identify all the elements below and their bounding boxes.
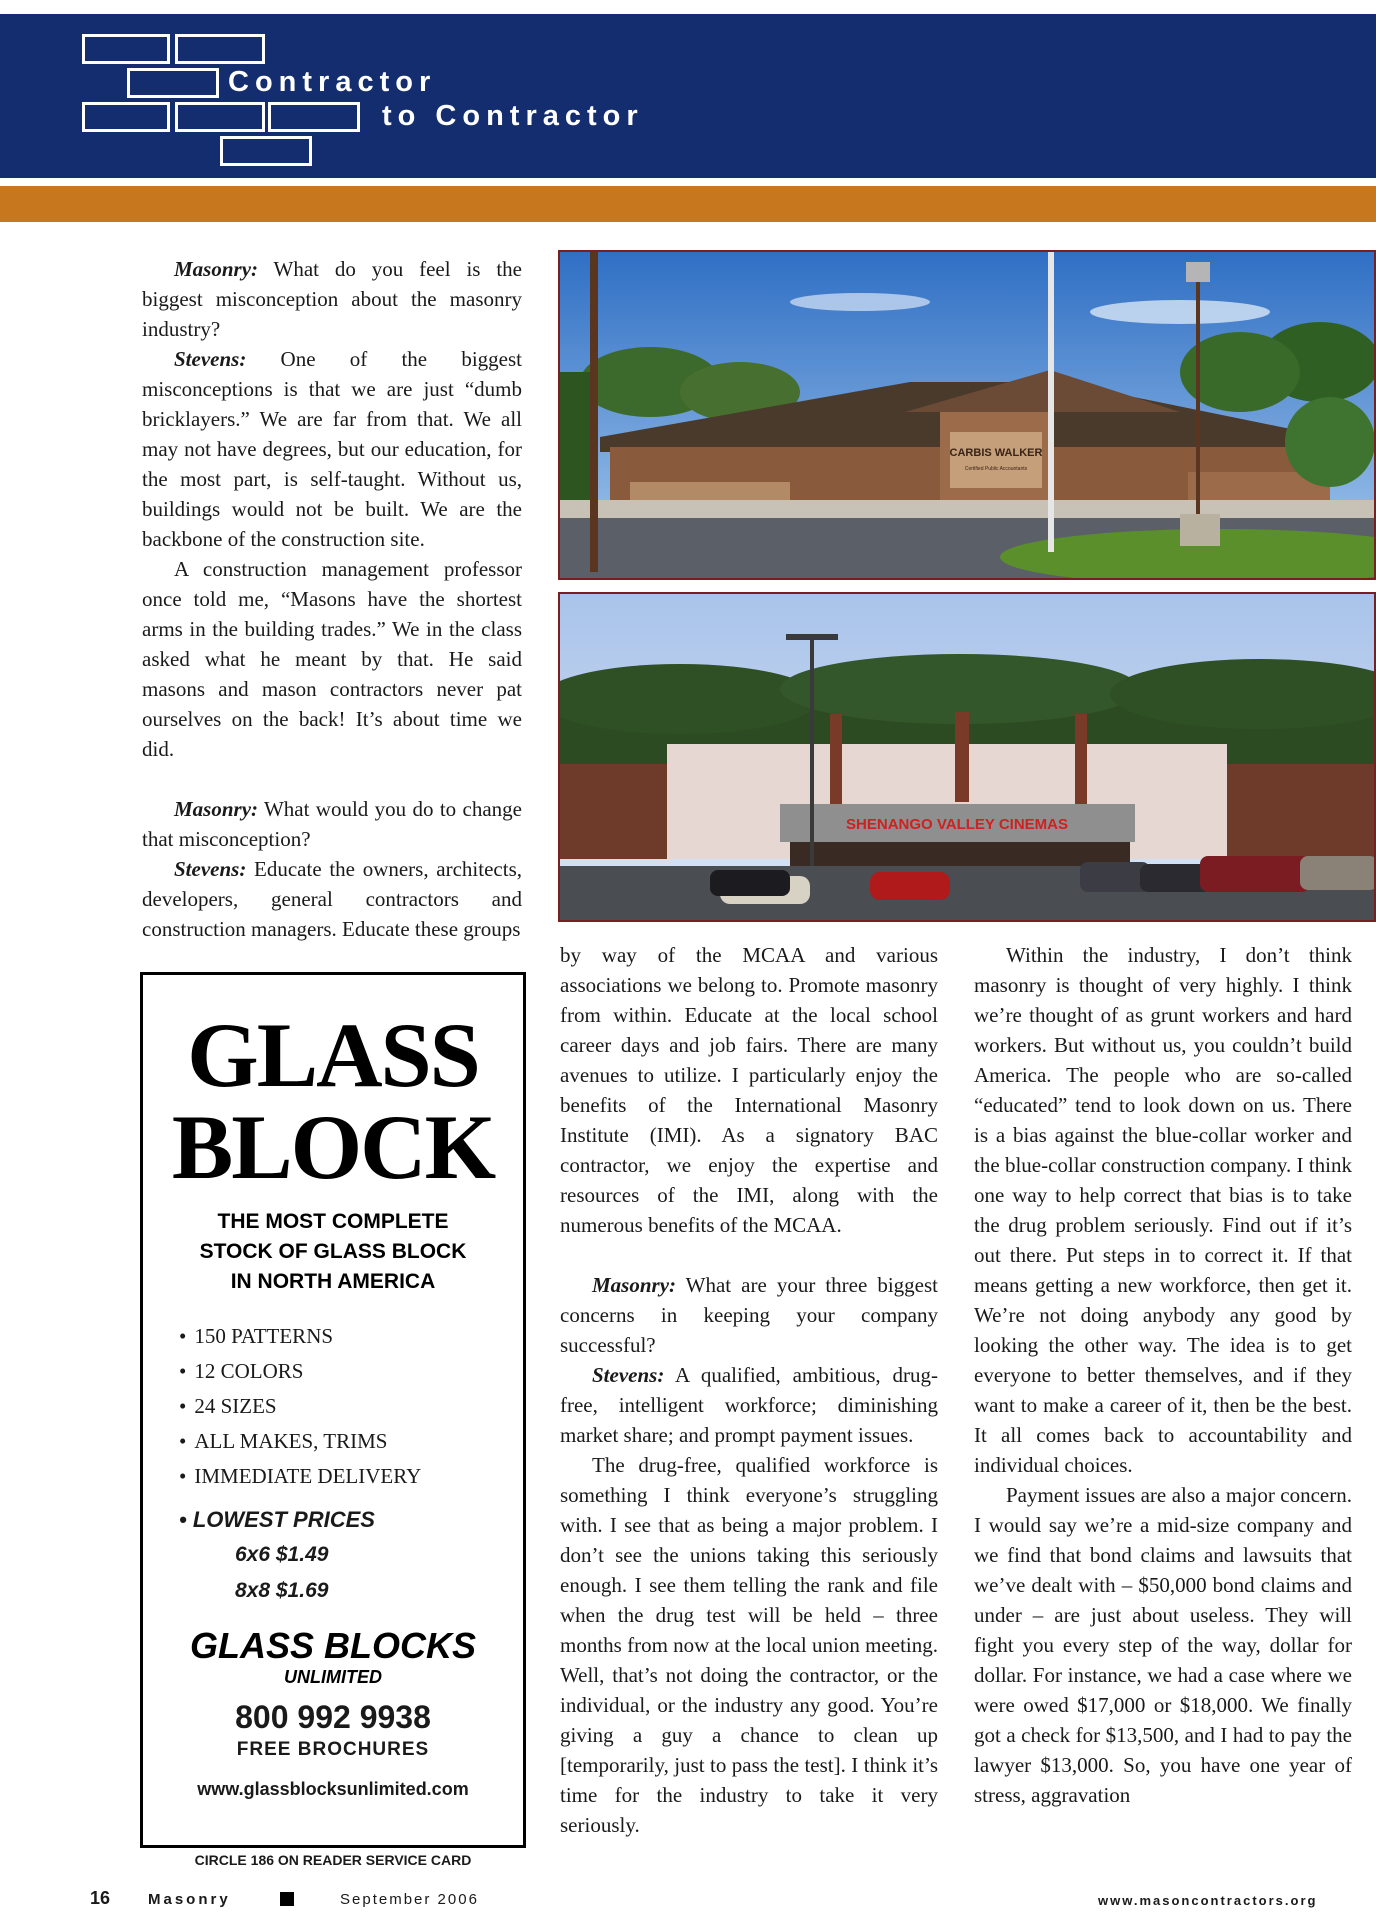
ad-phone-number: 800 992 9938 [235, 1699, 431, 1735]
ad-feature-list [179, 1319, 421, 1494]
ad-lowest-prices: • LOWEST PRICES [179, 1507, 375, 1532]
body-paragraph: The drug-free, qualified workforce is something I think everyone’s struggling with. I see that as being a major problem. I don’t see the unions taking this seriously enough. I see them telling the rank and file when the drug test will be held – three months from now at the local union meeting. Well, that’s not doing the contractor, or the individual, or the industry any good. You’re giving a guy a chance to clean up [temporarily, just to pass the test]. I think it’s time for the industry to take it very seriously. [560, 1453, 938, 1837]
header-divider [0, 178, 1376, 186]
magazine-name: Masonry [148, 1891, 231, 1908]
ad-subtitle-line: THE MOST COMPLETE [217, 1210, 449, 1233]
ad-subtitle-line: STOCK OF GLASS BLOCK [199, 1240, 467, 1263]
body-paragraph: Payment issues are also a major concern. I would say we’re a mid-size company and we find that bond claims and lawsuits that we’ve dealt with – $50,000 bond claims and under – are just about useless. They will fight you every step of the way, dollar for dollar. For instance, we had a case where we were owed $17,000 or $18,000. We finally got a check for $13,500, and I had to pay the lawyer $13,000. So, you have one year of stress, aggravation [974, 1483, 1352, 1807]
ad-free-brochures: FREE BROCHURES [236, 1739, 430, 1760]
ad-price-6x6: 6x6 $1.49 [235, 1543, 329, 1566]
speaker-label: Stevens: [174, 347, 247, 371]
article-column-3 [974, 940, 1352, 1810]
paragraph-text: A qualified, ambitious, drug-free, intelligent workforce; diminishing market share; and prompt payment issues. [560, 1363, 938, 1447]
cinema-marquee-text: SHENANGO VALLEY CINEMAS [846, 816, 1068, 833]
ad-price-8x8: 8x8 $1.69 [235, 1579, 329, 1602]
paragraph-text: What do you feel is the biggest misconception about the masonry industry? [142, 257, 522, 341]
section-title-line2: to Contractor [382, 100, 644, 132]
speaker-label: Masonry: [174, 797, 259, 821]
list-item: • 150 PATTERNS [179, 1319, 421, 1354]
question-paragraph [142, 794, 522, 854]
ad-title-line1: GLASS [187, 1004, 479, 1106]
cinema-building-illustration [560, 594, 1376, 922]
body-paragraph: by way of the MCAA and various associations we belong to. Promote masonry from within. Educate at the local school career days and job fairs. There are many avenues to utilize. I particularly enjoy the benefits of the International Masonry Institute (IMI). As a signatory BAC contractor, we enjoy the expertise and resources of the IMI, along with the numerous benefits of the MCAA. [560, 943, 938, 1237]
list-item: • IMMEDIATE DELIVERY [179, 1459, 421, 1494]
article-column-2 [560, 940, 938, 1840]
list-item: • ALL MAKES, TRIMS [179, 1424, 421, 1459]
brick-logo-block [127, 68, 219, 98]
page-number: 16 [90, 1888, 111, 1908]
reader-service-card-note: CIRCLE 186 ON READER SERVICE CARD [194, 1852, 472, 1868]
speaker-label: Stevens: [174, 857, 247, 881]
paragraph-text: What are your three biggest concerns in keeping your company successful? [560, 1273, 938, 1357]
brick-logo-block [82, 102, 170, 132]
photo-cinema-building [558, 592, 1376, 922]
paragraph-text: One of the biggest misconceptions is that we are just “dumb bricklayers.” We are far from that. We all may not have degrees, but our education, for the most part, is self-taught. Without us, buildings would not be built. We are the backbone of the construction site. [142, 347, 522, 551]
speaker-label: Stevens: [592, 1363, 665, 1387]
speaker-label: Masonry: [592, 1273, 677, 1297]
footer-website[interactable]: www.masoncontractors.org [1098, 1893, 1318, 1908]
brick-logo-block [268, 102, 360, 132]
ad-website-link[interactable]: www.glassblocksunlimited.com [197, 1779, 469, 1799]
body-paragraph: Within the industry, I don’t think masonry is thought of very highly. I think we’re thought of as grunt workers and hard workers. But without us, you couldn’t build America. The people who are so-called “educated” tend to look down on us. There is a bias against the blue-collar worker and the blue-collar construction company. I think one way to help correct that bias is to take the drug problem seriously. Find out if it’s out there. Put steps in to correct it. If that means getting a new workforce, then get it. We’re not doing anybody any good by looking the other way. The idea is to get everyone to better themselves, and if they want to make a career of it, then be the best. It all comes back to accountability and individual choices. [974, 943, 1352, 1477]
ad-brand-name: GLASS BLOCKS [189, 1625, 476, 1666]
answer-paragraph [560, 1360, 938, 1450]
footer-square-icon [280, 1892, 294, 1906]
section-title-line1: Contractor [228, 66, 437, 98]
ad-brand-sub: UNLIMITED [284, 1667, 382, 1687]
speaker-label: Masonry: [174, 257, 259, 281]
paragraph-text: Educate the owners, architects, developers, general contractors and construction managers. Educate these groups [142, 857, 522, 941]
glass-block-advertisement [140, 972, 526, 1848]
brick-logo-block [220, 136, 312, 166]
list-item: • 24 SIZES [179, 1389, 421, 1424]
ad-title-line2: BLOCK [171, 1096, 495, 1198]
paragraph-text: What would you do to change that misconception? [142, 797, 522, 851]
brick-logo-block [175, 34, 265, 64]
brick-logo-block [175, 102, 265, 132]
article-column-1 [142, 254, 522, 944]
ad-subtitle-line: IN NORTH AMERICA [230, 1270, 436, 1293]
issue-date: September 2006 [340, 1891, 479, 1908]
top-sign-line2: Certified Public Accountants [964, 466, 1028, 472]
office-building-illustration [560, 252, 1376, 580]
list-item: • 12 COLORS [179, 1354, 421, 1389]
question-paragraph [560, 1270, 938, 1360]
answer-paragraph [142, 344, 522, 554]
body-paragraph: A construction management professor once told me, “Masons have the shortest arms in the building trades.” We in the class asked what he meant by that. He said masons and mason contractors never pat ourselves on the back! It’s about time we did. [142, 557, 522, 761]
answer-paragraph [142, 854, 522, 944]
brick-logo-block [82, 34, 170, 64]
photo-office-building [558, 250, 1376, 580]
question-paragraph [142, 254, 522, 344]
section-header-band [0, 14, 1376, 178]
ad-subtitle [143, 1207, 523, 1297]
top-sign-line1: CARBIS WALKER [949, 447, 1043, 459]
lowest-prices-label: LOWEST PRICES [192, 1507, 375, 1532]
header-accent-bar [0, 186, 1376, 222]
